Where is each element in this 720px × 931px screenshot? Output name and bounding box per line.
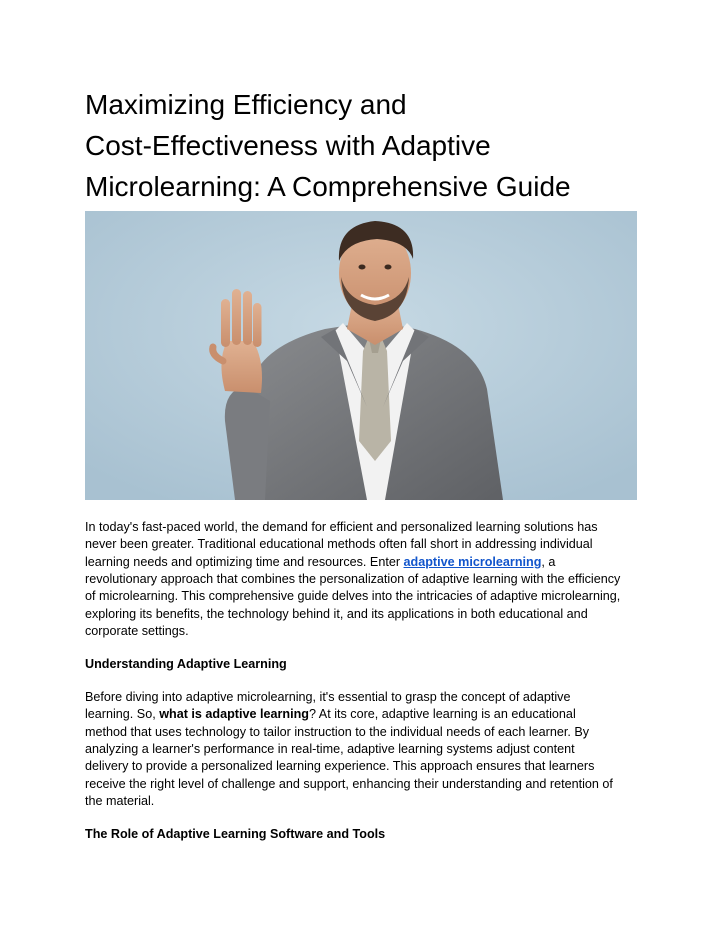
intro-line-7: corporate settings. — [85, 624, 189, 639]
section1-line-2 — [85, 706, 641, 723]
intro-paragraph — [85, 519, 641, 640]
section-heading-role-of-adaptive-learning-software: The Role of Adaptive Learning Software and Tools — [85, 827, 386, 841]
intro-line-3-text: learning needs and optimizing time and resources. Enter — [85, 554, 404, 569]
adaptive-microlearning-link[interactable]: adaptive microlearning — [403, 554, 542, 569]
intro-line-6: exploring its benefits, the technology behind it, and its applications in both educational and — [85, 606, 588, 621]
section1-line-2-text: learning. So, — [85, 707, 160, 722]
section1-line-1: Before diving into adaptive microlearning, it's essential to grasp the concept of adaptive — [85, 690, 571, 704]
intro-line-1: In today's fast-paced world, the demand for efficient and personalized learning solutions has — [85, 520, 598, 534]
businessman-showing-four-fingers-photo — [85, 211, 637, 500]
section1-line-2-tail: ? At its core, adaptive learning is an educational — [309, 707, 576, 722]
title-line-2: Cost-Effectiveness with Adaptive — [85, 130, 491, 161]
section1-line-7: the material. — [85, 794, 155, 809]
intro-line-3 — [85, 554, 641, 571]
intro-line-5: of microlearning. This comprehensive guide delves into the intricacies of adaptive microlearning, — [85, 589, 621, 604]
what-is-adaptive-learning-bold: what is adaptive learning — [159, 707, 309, 722]
title-line-1: Maximizing Efficiency and — [85, 89, 407, 120]
section1-line-3: method that uses technology to tailor instruction to the individual needs of each learner. By — [85, 724, 590, 739]
section1-line-6: receive the right level of challenge and support, enhancing their understanding and retention of — [85, 776, 613, 791]
intro-line-3-tail: , a — [541, 554, 556, 569]
intro-line-2: never been greater. Traditional educational methods often fall short in addressing individual — [85, 537, 593, 552]
page-title — [85, 84, 645, 207]
section1-paragraph — [85, 689, 641, 810]
section-heading-understanding-adaptive-learning: Understanding Adaptive Learning — [85, 657, 287, 671]
title-line-3: Microlearning: A Comprehensive Guide — [85, 171, 571, 202]
section1-line-4: analyzing a learner's performance in real-time, adaptive learning systems adjust content — [85, 742, 575, 757]
section1-line-5: delivery to provide a personalized learning experience. This approach ensures that learners — [85, 759, 595, 774]
intro-line-4: revolutionary approach that combines the personalization of adaptive learning with the efficiency — [85, 572, 621, 587]
hero-image — [85, 211, 637, 500]
